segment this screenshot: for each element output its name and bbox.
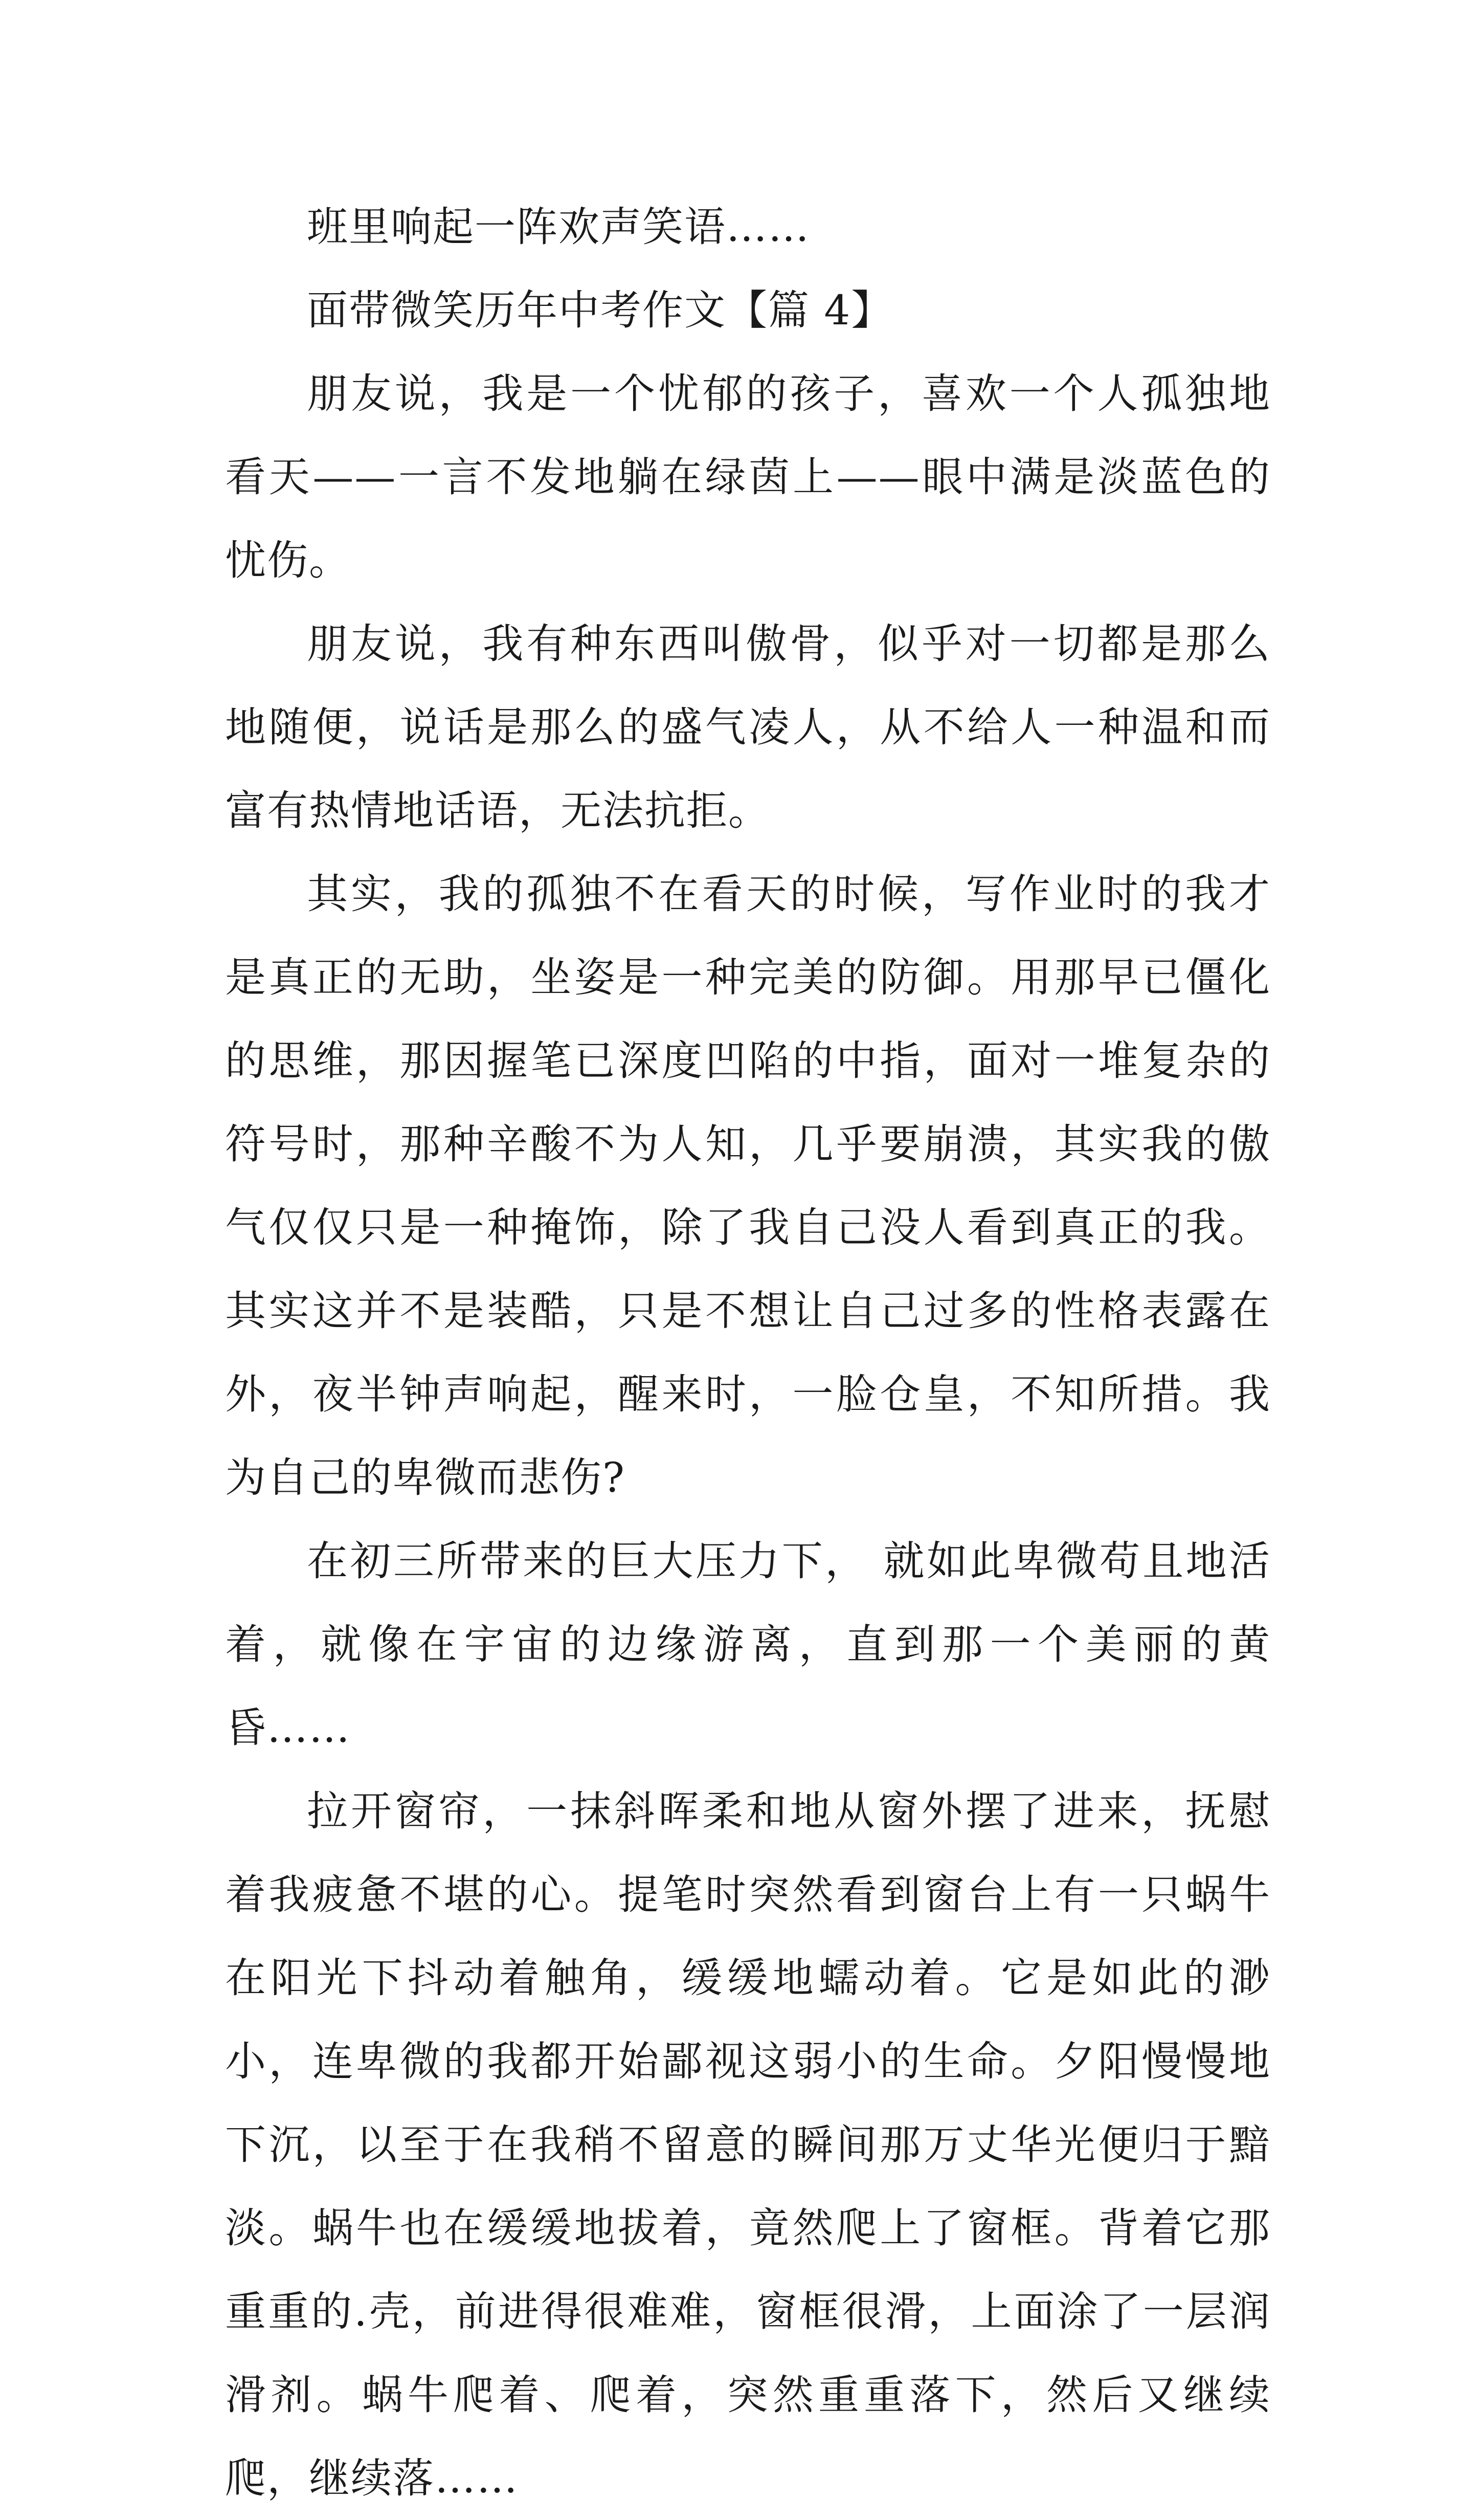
essay-body — [225, 185, 1271, 2520]
paragraph-2: 朋友说，我是一个忧郁的孩子，喜欢一个人孤独地看天——一言不发地躺在绿茵上——眼中满是淡蓝色的忧伤。 — [225, 370, 1271, 584]
paragraph-6: 拉开窗帘，一抹斜晖柔和地从窗外摆了进来，抚慰着我疲惫不堪的心。提笔时突然看到窗台上有一只蜗牛在阳光下抖动着触角，缓缓地蠕动着。它是如此的渺小，连卑微的我都开始鄙视这弱小的生命。夕阳慢慢地下沉，以至于在我稍不留意的瞬间那万丈华光便归于黯淡。蜗牛也在缓缓地拔着，竟然爬上了窗框。背着它那重重的.壳，前进得很难难，窗框很滑，上面涂了一层润滑剂。蜗牛爬着、爬着，突然重重落下，然后又继续爬，继续落…… — [225, 1787, 1271, 2502]
paragraph-3: 朋友说，我有种东西叫傲骨，似乎对一切都是那么地随便，说话是那么的盛气凌人，从不给人一种温和而富有热情地话语，无法抗拒。 — [225, 620, 1271, 834]
paragraph-4: 其实，我的孤独不在看天的时候，写作业时的我才是真正的无助，坐姿是一种完美的防御。用那早已僵化的思维，那因握笔已深度凹陷的中指，面对一堆复杂的符号时，那种辛酸不为人知，几乎要崩溃，其实我的傲气仅仅只是一种掩饰，除了我自己没人看到真正的我。其实这并不是装酷，只是不想让自己过多的性格表露在外，夜半钟声响起，醒来时，一脸仓皇，不知所措。我为自己的卑微而悲伤? — [225, 870, 1271, 1501]
section-heading: 面带微笑历年中考作文【篇 4】 — [307, 286, 893, 334]
paragraph-1: 班里响起一阵欢声笑语…… — [307, 203, 810, 251]
paragraph-5: 在初三所带来的巨大压力下， 就如此卑微苟且地活着，就像在宇宙的边缘游离，直到那一个美丽的黄昏…… — [225, 1537, 1271, 1752]
